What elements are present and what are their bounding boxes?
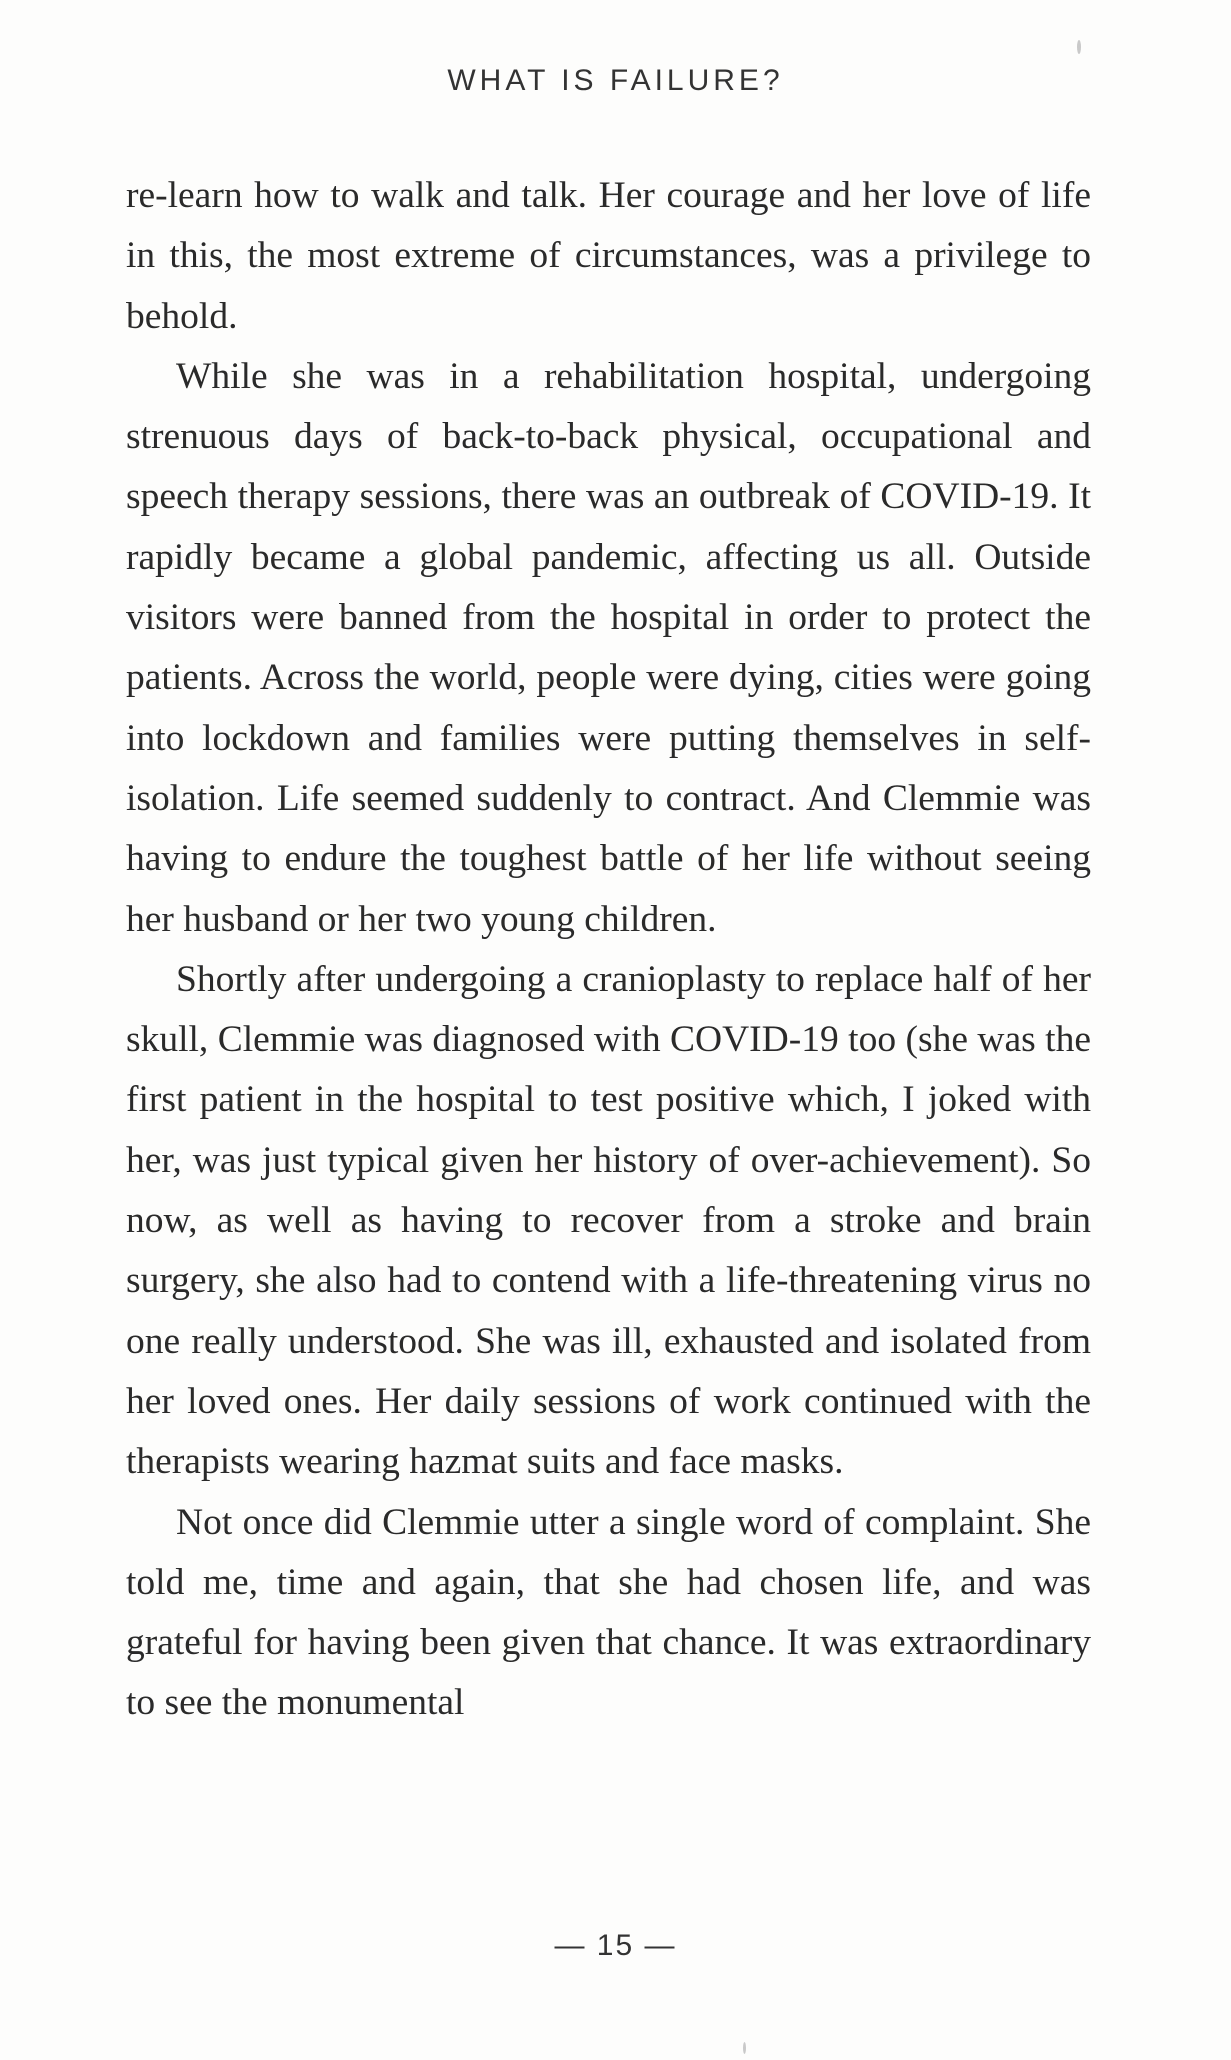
paragraph: Not once did Clemmie utter a single word of complaint. She told me, time and again, that she had chosen life, and was grateful for having been given that chance. It was extraordinary to see the monumental	[126, 1501, 1091, 1724]
paper-speck	[743, 2042, 746, 2054]
paper-speck	[1077, 40, 1081, 54]
page-number: — 15 —	[554, 1929, 677, 1962]
paragraph: While she was in a rehabilitation hospital, undergoing strenuous days of back-to-back physical, occupational and speech therapy sessions, there was an outbreak of COVID-19. It rapidly became a global pandemic, affecting us all. Outside visitors were banned from the hospital in order to protect the patients. Across the world, people were dying, cities were going into lockdown and families were putting themselves in self-isolation. Life seemed suddenly to contract. And Clemmie was having to endure the toughest battle of her life without seeing her husband or her two young children.	[126, 355, 1091, 940]
body-text	[126, 166, 1091, 1734]
paragraph: Shortly after undergoing a cranioplasty to replace half of her skull, Clemmie was diagnosed with COVID-19 too (she was the first patient in the hospital to test positive which, I joked with her, was just typical given her history of over-achievement). So now, as well as having to recover from a stroke and brain surgery, she also had to contend with a life-threatening virus no one really understood. She was ill, exhausted and isolated from her loved ones. Her daily sessions of work continued with the therapists wearing hazmat suits and face masks.	[126, 958, 1091, 1483]
running-head: WHAT IS FAILURE?	[447, 64, 784, 97]
paragraph-continued: re-learn how to walk and talk. Her courage and her love of life in this, the most extreme of circumstances, was a privilege to behold.	[126, 175, 1091, 337]
